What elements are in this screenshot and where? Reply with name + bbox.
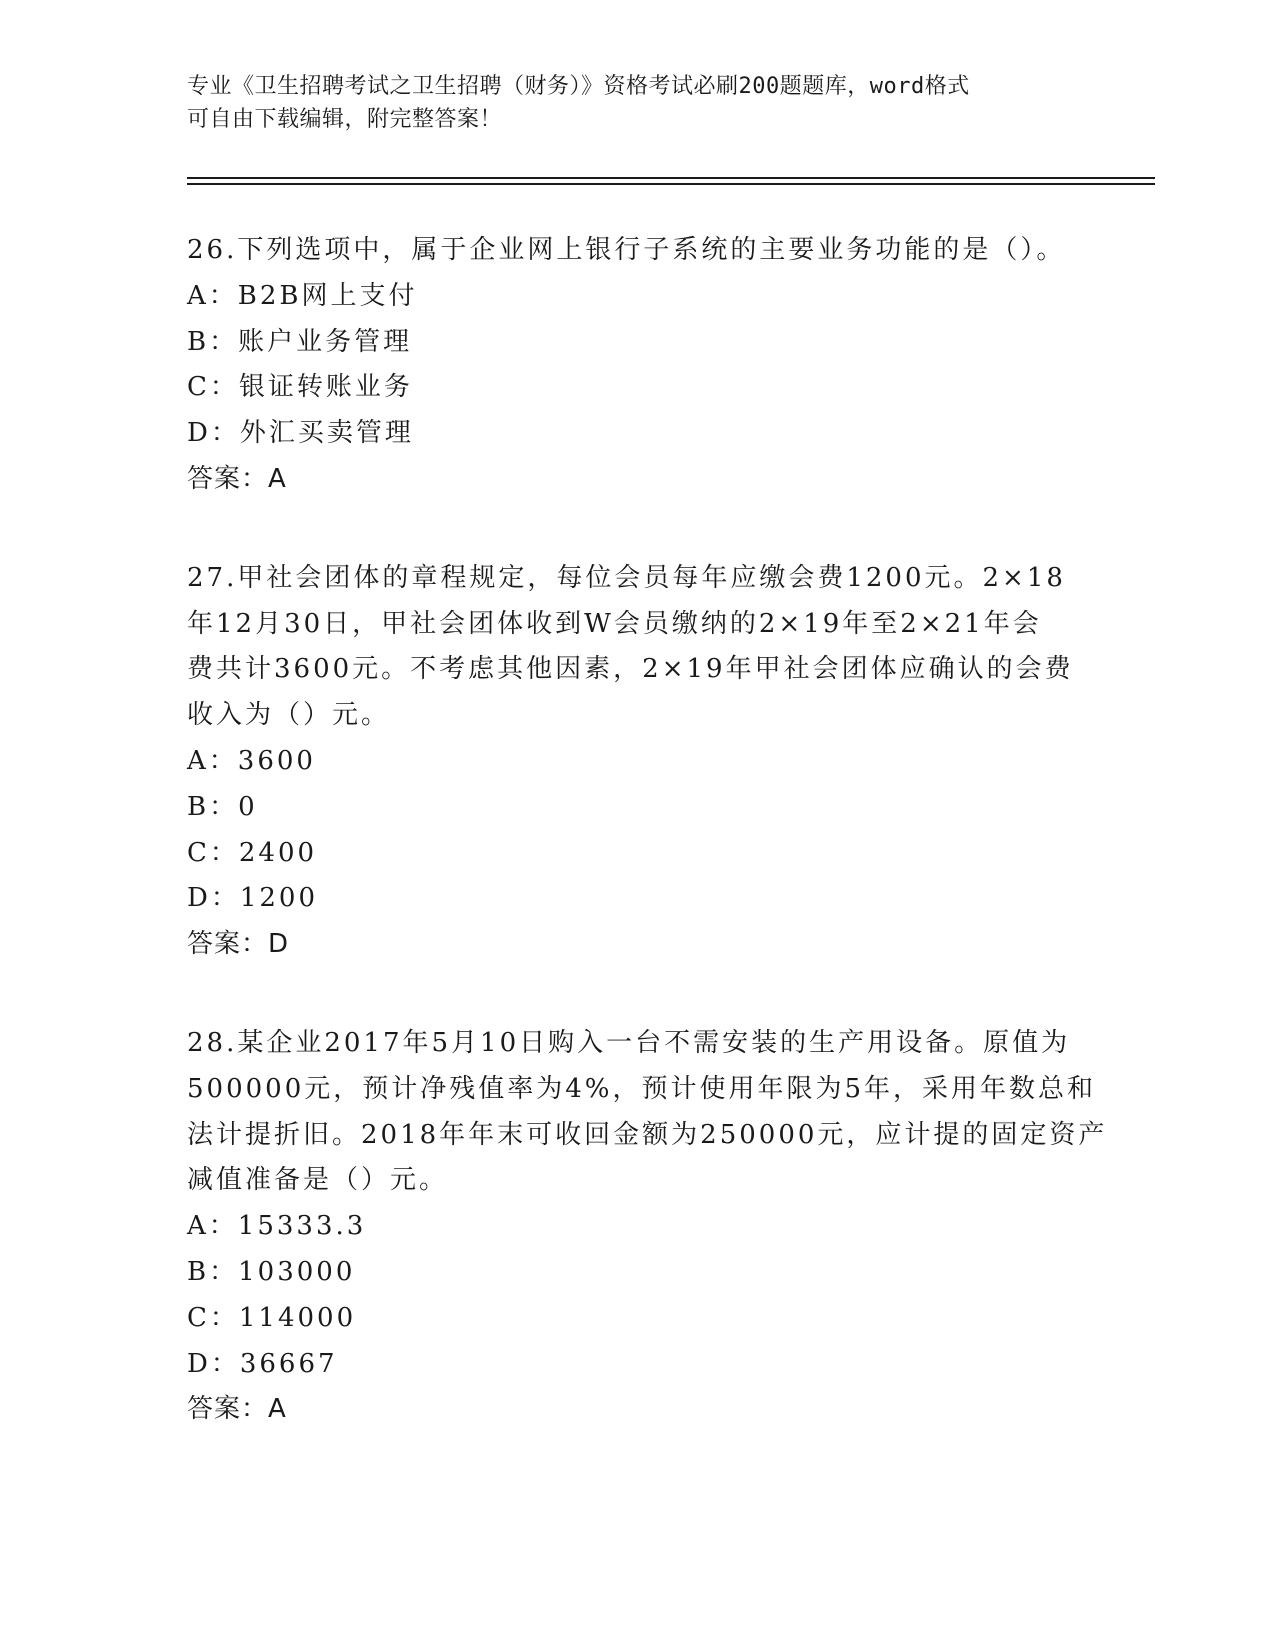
question-stem: 年12月30日，甲社会团体收到W会员缴纳的2×19年至2×21年会 <box>187 608 1042 639</box>
question-28 <box>187 1021 1108 1433</box>
option-b: B：0 <box>187 791 258 822</box>
answer-label: 答案：A <box>187 463 287 494</box>
answer-label: 答案：A <box>187 1394 287 1425</box>
option-c: C：114000 <box>187 1302 357 1333</box>
option-a: A：3600 <box>187 745 316 776</box>
question-26 <box>187 228 1087 503</box>
option-b: B：103000 <box>187 1256 356 1287</box>
question-stem: 26.下列选项中，属于企业网上银行子系统的主要业务功能的是（）。 <box>187 235 1066 265</box>
question-stem: 收入为（）元。 <box>187 700 391 731</box>
question-stem: 减值准备是（）元。 <box>187 1165 449 1196</box>
option-b: B：账户业务管理 <box>187 326 413 357</box>
question-stem: 500000元，预计净残值率为4%，预计使用年限为5年，采用年数总和 <box>187 1073 1097 1104</box>
option-a: A：15333.3 <box>187 1211 367 1242</box>
header-divider <box>187 183 1155 185</box>
question-stem: 27.甲社会团体的章程规定，每位会员每年应缴会费1200元。2×18 <box>187 562 1066 593</box>
document-header <box>187 70 1087 136</box>
header-divider <box>187 177 1155 179</box>
option-c: C：银证转账业务 <box>187 372 413 403</box>
option-a: A：B2B网上支付 <box>187 280 418 311</box>
option-d: D：1200 <box>187 883 319 914</box>
question-stem: 28.某企业2017年5月10日购入一台不需安装的生产用设备。原值为 <box>187 1027 1071 1058</box>
header-line: 专业《卫生招聘考试之卫生招聘（财务）》资格考试必刷200题题库，word格式 <box>187 74 970 99</box>
answer-label: 答案：D <box>187 929 290 960</box>
option-d: D：36667 <box>187 1348 338 1379</box>
question-list <box>187 228 1108 1486</box>
option-c: C：2400 <box>187 837 318 868</box>
question-27 <box>187 556 1087 968</box>
header-line: 可自由下载编辑，附完整答案！ <box>187 107 503 132</box>
option-d: D：外汇买卖管理 <box>187 418 414 449</box>
question-stem: 法计提折旧。2018年年末可收回金额为250000元，应计提的固定资产 <box>187 1119 1108 1150</box>
question-stem: 费共计3600元。不考虑其他因素，2×19年甲社会团体应确认的会费 <box>187 654 1074 685</box>
